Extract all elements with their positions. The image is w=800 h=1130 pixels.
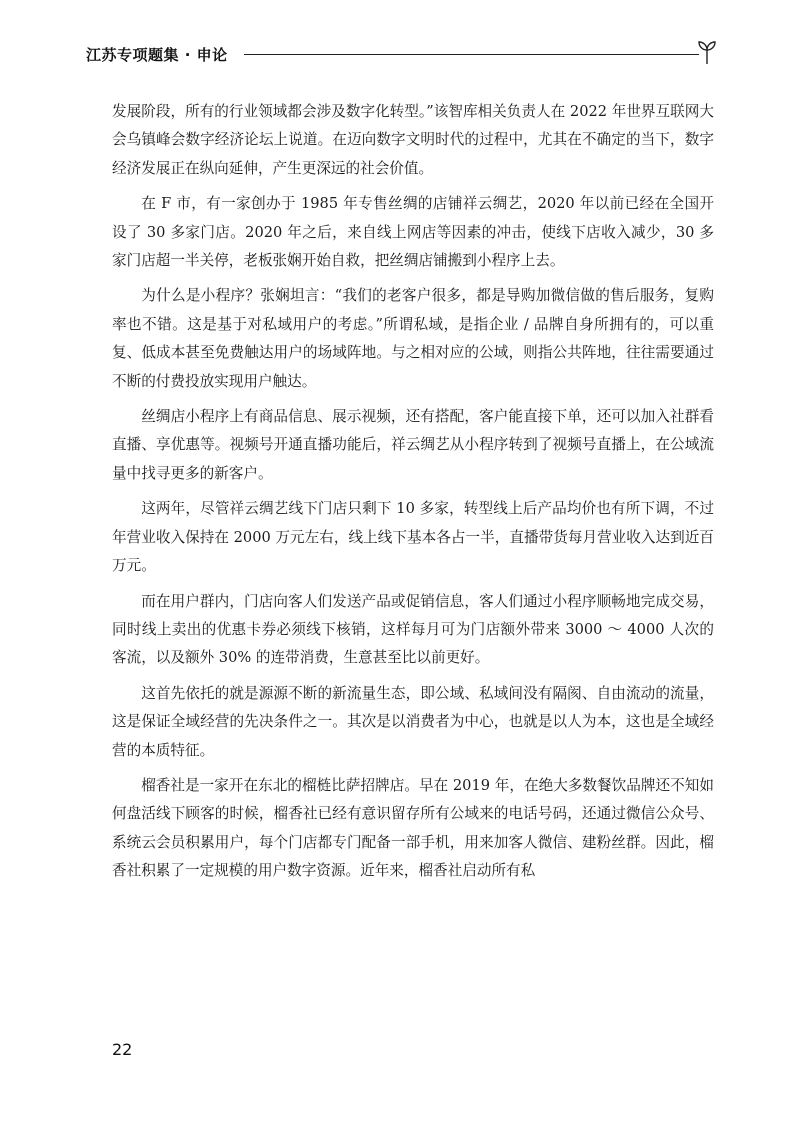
body-text <box>112 98 714 886</box>
paragraph: 发展阶段，所有的行业领域都会涉及数字化转型。”该智库相关负责人在 2022 年世界互联网大会乌镇峰会数字经济论坛上说道。在迈向数字文明时代的过程中，尤其在不确定的当下，数字经济发展正在纵向延伸，产生更深远的社会价值。 <box>112 103 714 177</box>
paragraph: 为什么是小程序？张娴坦言：“我们的老客户很多，都是导购加微信做的售后服务，复购率也不错。这是基于对私域用户的考虑。”所谓私域，是指企业 / 品牌自身所拥有的，可以重复、低成本甚至免费触达用户的场域阵地。与之相对应的公域，则指公共阵地，往往需要通过不断的付费投放实现用户触达。 <box>112 287 714 390</box>
header-rule <box>244 54 699 55</box>
sprout-icon <box>692 36 722 66</box>
paragraph: 榴香社是一家开在东北的榴梿比萨招牌店。早在 2019 年，在绝大多数餐饮品牌还不知如何盘活线下顾客的时候，榴香社已经有意识留存所有公域来的电话号码，还通过微信公众号、系统云会员积累用户，每个门店都专门配备一部手机，用来加客人微信、建粉丝群。因此，榴香社积累了一定规模的用户数字资源。近年来，榴香社启动所有私 <box>112 776 714 880</box>
paragraph: 而在用户群内，门店向客人们发送产品或促销信息，客人们通过小程序顺畅地完成交易，同时线上卖出的优惠卡券必须线下核销，这样每月可为门店额外带来 3000 ～ 4000 人次的客流，以及额外 30% 的连带消费，生意甚至比以前更好。 <box>112 592 714 667</box>
paragraph: 丝绸店小程序上有商品信息、展示视频，还有搭配，客户能直接下单，还可以加入社群看直播、享优惠等。视频号开通直播功能后，祥云绸艺从小程序转到了视频号直播上，在公域流量中找寻更多的新客户。 <box>112 408 714 482</box>
paragraph: 这首先依托的就是源源不断的新流量生态，即公域、私域间没有隔阂、自由流动的流量，这是保证全域经营的先决条件之一。其次是以消费者为中心，也就是以人为本，这也是全域经营的本质特征。 <box>112 684 714 759</box>
page-header <box>86 36 726 76</box>
page-number: 22 <box>112 1040 133 1059</box>
paragraph: 在 F 市，有一家创办于 1985 年专售丝绸的店铺祥云绸艺，2020 年以前已经在全国开设了 30 多家门店。2020 年之后，来自线上网店等因素的冲击，使线下店收入减少，30 多家门店超一半关停，老板张娴开始自救，把丝绸店铺搬到小程序上去。 <box>112 195 714 270</box>
paragraph: 这两年，尽管祥云绸艺线下门店只剩下 10 多家，转型线上后产品均价也有所下调，不过年营业收入保持在 2000 万元左右，线上线下基本各占一半，直播带货每月营业收入达到近百万元。 <box>112 500 714 575</box>
header-title: 江苏专项题集 · 申论 <box>86 46 228 64</box>
